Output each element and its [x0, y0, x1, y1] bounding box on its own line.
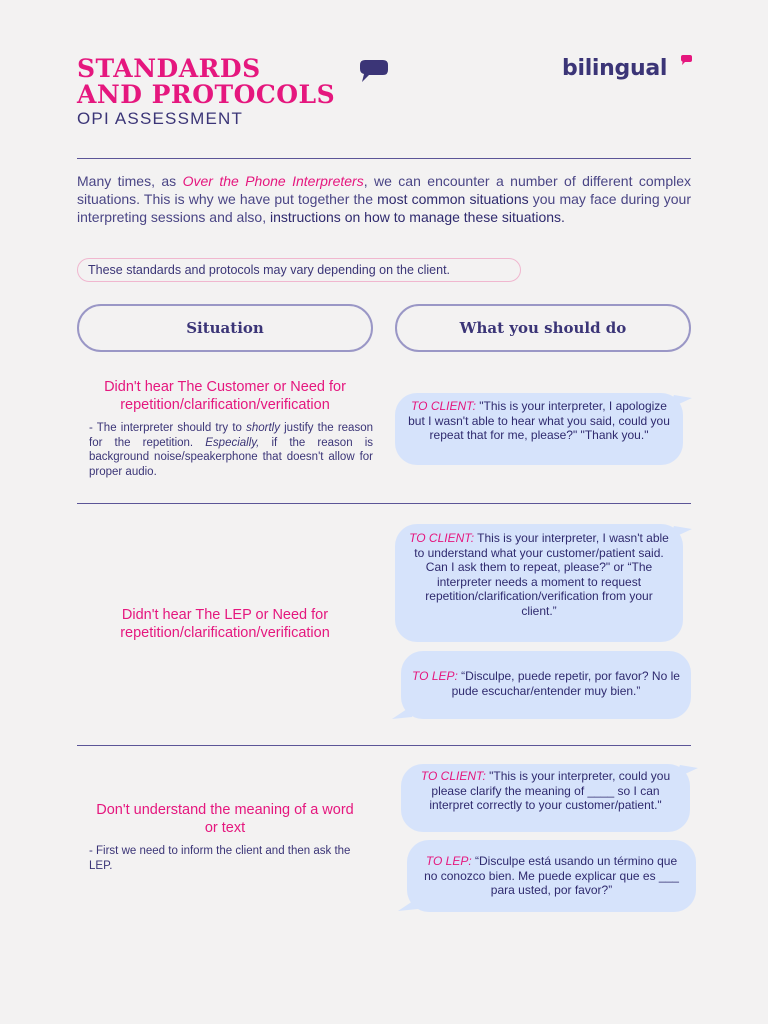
intro-emphasis: most common situations	[377, 191, 529, 207]
desc-text: if the reason is background noise/speakerphone that doesn't allow for proper audio.	[89, 436, 374, 478]
bubble-tail-icon	[398, 895, 422, 911]
title-line-1: STANDARDS	[77, 54, 261, 83]
brand-name: bilingual	[562, 56, 668, 81]
bubble-text: "This is your interpreter, could you please clarify the meaning of ____ so I can interpret correctly to your customer/patient."	[429, 769, 671, 813]
brand-bubble-icon	[680, 54, 693, 66]
situation-description: - First we need to inform the client and then ask the LEP.	[89, 845, 351, 872]
brand-logo	[562, 56, 667, 81]
bubble-tail-icon	[668, 395, 692, 409]
bubble-text: “Disculpe está usando un término que no conozco bien. Me puede explicar que es ___ para usted, por favor?”	[424, 854, 679, 898]
bubble-tag: TO LEP:	[412, 669, 458, 683]
situation-column-header: Situation	[77, 304, 373, 352]
response-bubble	[401, 651, 691, 719]
desc-text: - The interpreter should try to	[89, 422, 247, 434]
bubble-text: “Disculpe, puede repetir, por favor? No le pude escuchar/entender muy bien.”	[451, 669, 680, 698]
response-bubble	[395, 393, 683, 465]
bubble-tail-icon	[674, 765, 698, 779]
intro-text: , we can encounter a number of different complex situations. This is why we have put together the	[77, 173, 692, 207]
speech-bubble-icon	[359, 59, 389, 85]
divider	[77, 158, 691, 159]
bubble-tag: TO CLIENT:	[409, 531, 475, 545]
page-title	[77, 56, 335, 108]
desc-emphasis: Especially,	[205, 436, 260, 449]
bubble-tag: TO CLIENT:	[411, 399, 476, 413]
situation-title: Didn't hear The Customer or Need for repetition/clarification/verification	[104, 379, 346, 413]
response-bubble	[395, 524, 683, 642]
response-bubble	[407, 840, 696, 912]
intro-text: Many times, as	[77, 173, 183, 189]
bubble-text: This is your interpreter, I wasn't able to understand what your customer/patient said. Can I ask them to repeat, please?" or “The interpreter needs a moment to request repetition/clarification/verification from your client.”	[414, 531, 669, 618]
bubble-text: "This is your interpreter, I apologize but I wasn't able to hear what you said, could you repeat that for me, please?" "Thank you."	[408, 399, 670, 443]
bubble-tail-icon	[668, 526, 692, 540]
situation-title: Don't understand the meaning of a word or text	[96, 802, 354, 836]
intro-text: you may face during your interpreting sessions and also,	[77, 191, 691, 225]
intro-highlight: Over the Phone Interpreters	[182, 173, 364, 189]
response-bubble	[401, 764, 690, 832]
intro-emphasis: instructions on how to manage these situations.	[270, 209, 565, 225]
bubble-tag: TO CLIENT:	[420, 769, 486, 783]
client-note: These standards and protocols may vary depending on the client.	[77, 258, 521, 282]
title-line-2: AND PROTOCOLS	[77, 80, 336, 109]
bubble-tail-icon	[392, 703, 416, 719]
desc-emphasis: shortly	[246, 422, 280, 434]
divider	[77, 745, 691, 746]
situation-description	[89, 421, 373, 479]
bubble-tag: TO LEP:	[425, 854, 472, 868]
intro-paragraph	[77, 172, 691, 226]
desc-text: justify the reason for the repetition.	[89, 422, 373, 449]
action-column-header: What you should do	[395, 304, 691, 352]
page-subtitle: OPI ASSESSMENT	[77, 109, 244, 128]
situation-title: Didn't hear The LEP or Need for repetition/clarification/verification	[120, 607, 330, 641]
divider	[77, 503, 691, 504]
